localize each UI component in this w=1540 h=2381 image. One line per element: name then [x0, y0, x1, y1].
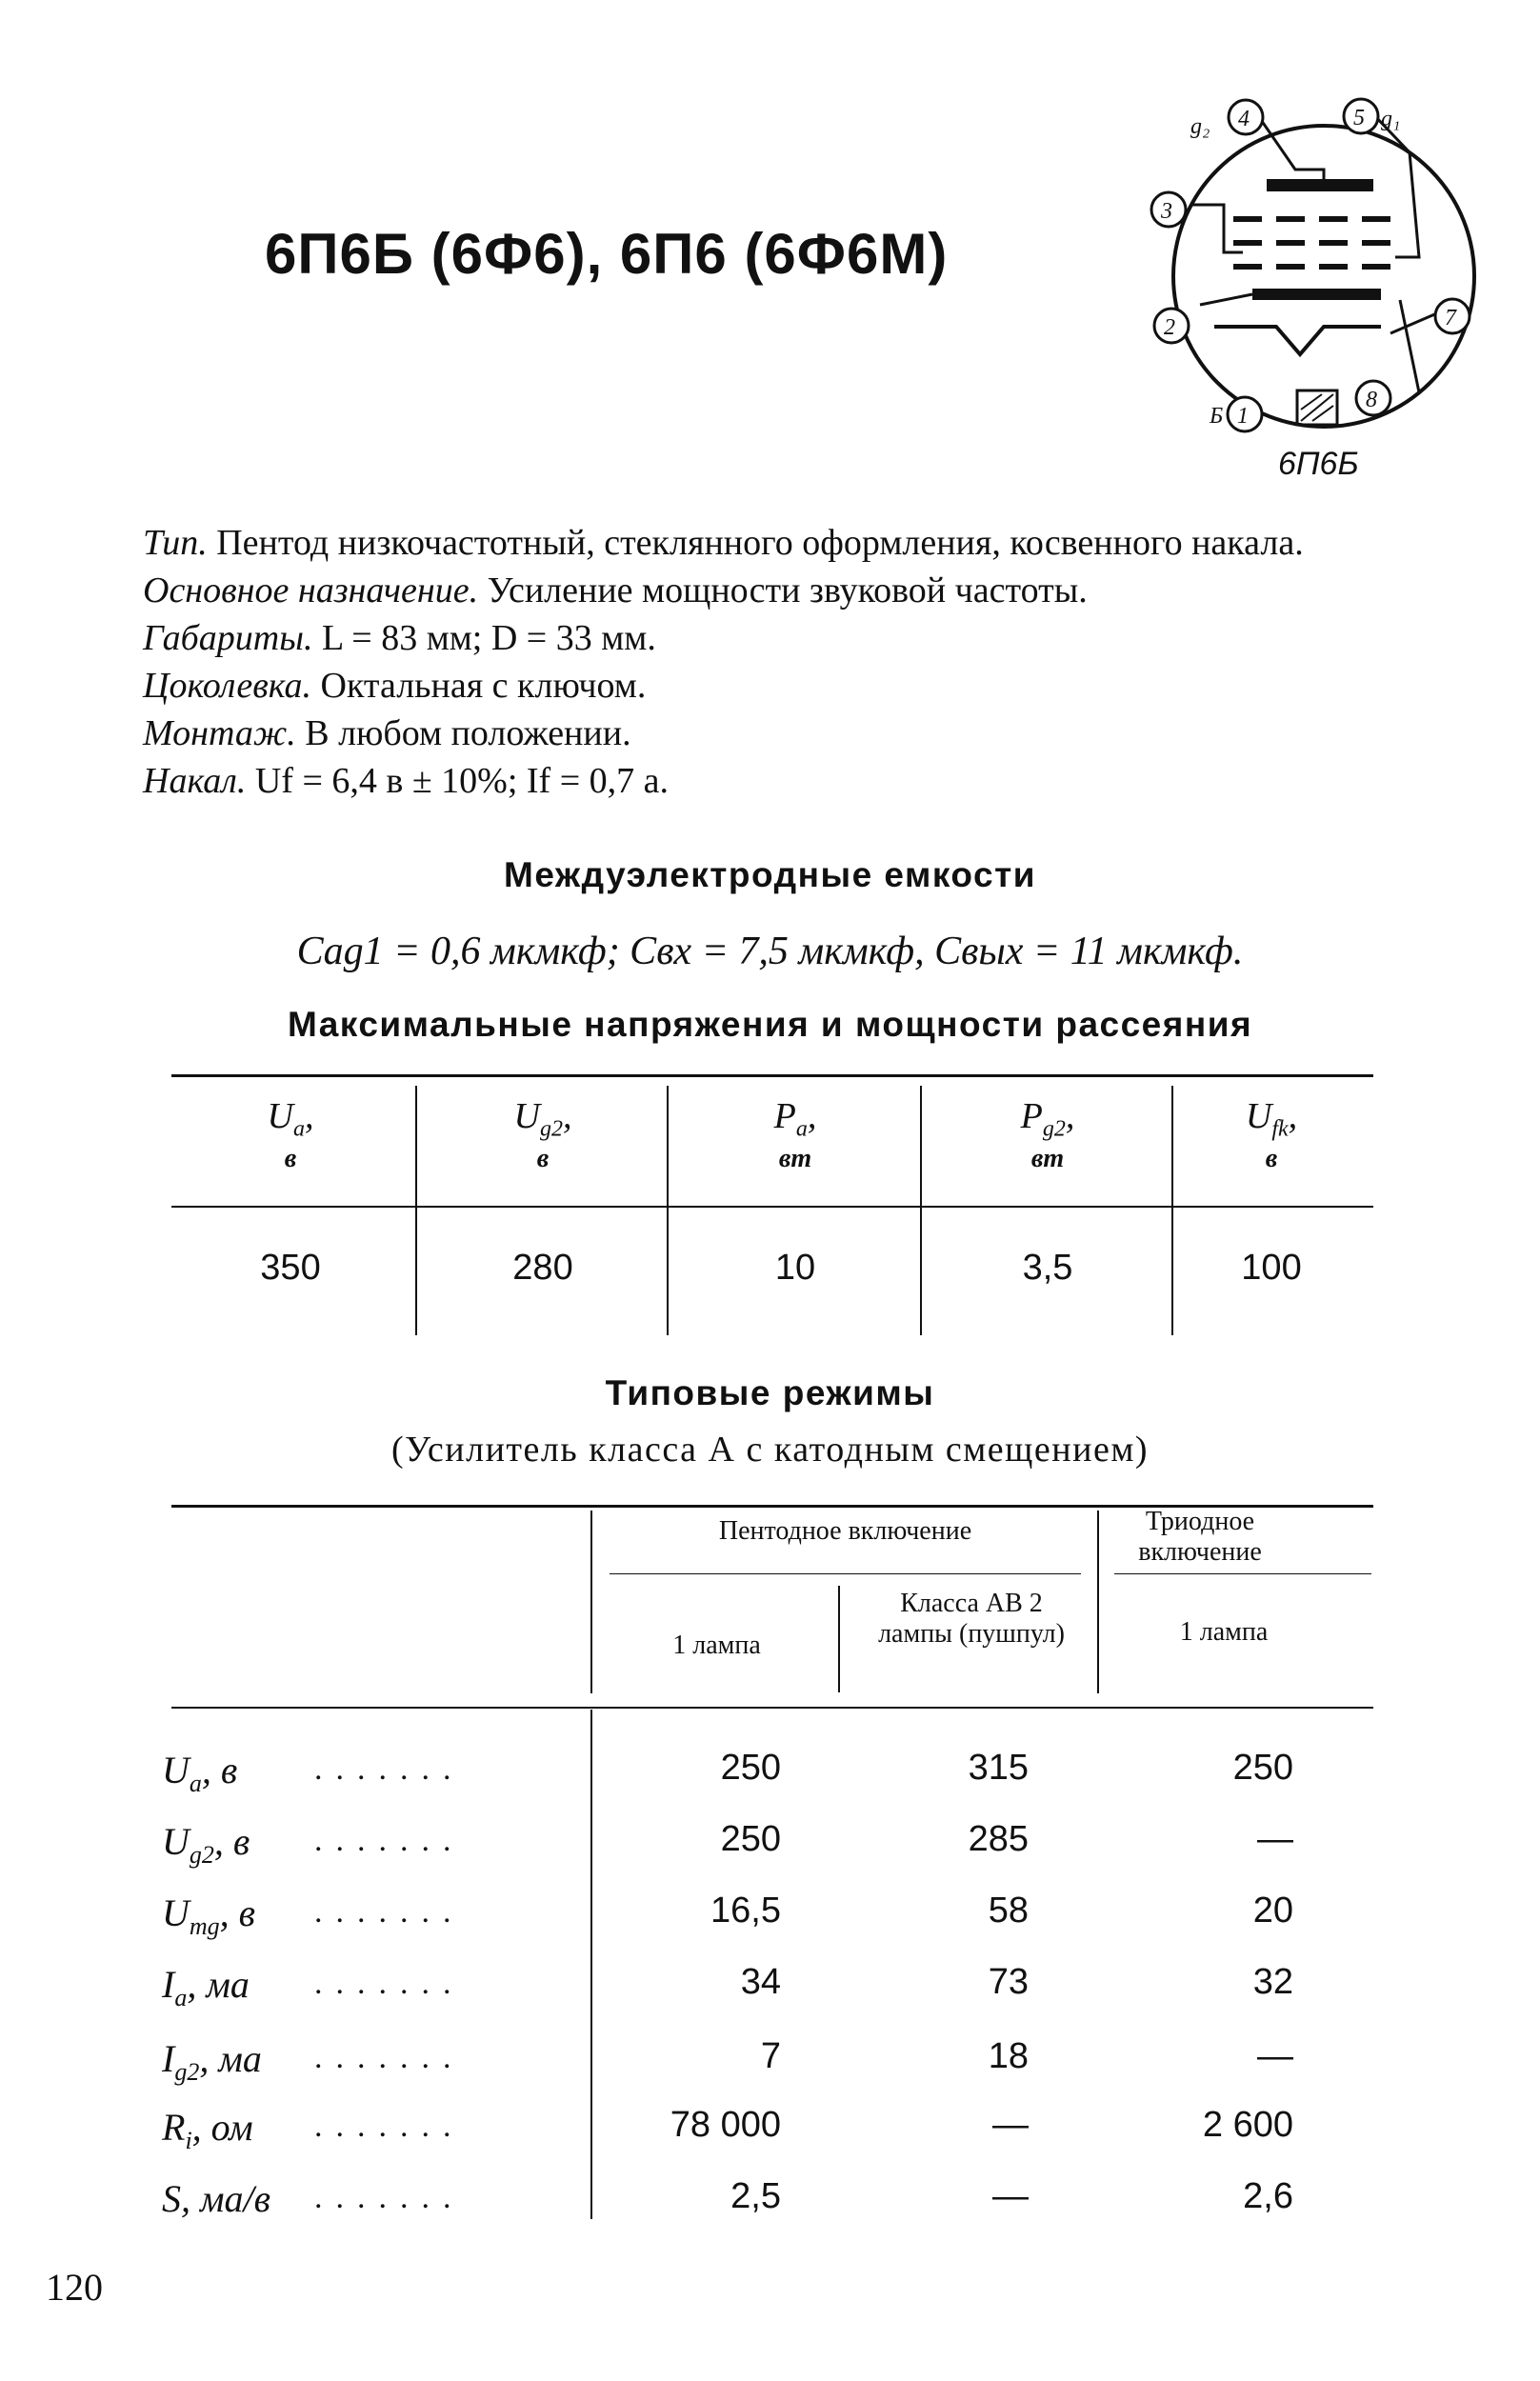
mode-value: 285: [968, 1819, 1029, 1859]
mode-value: 18: [988, 2036, 1029, 2076]
max-value-ufk: 100: [1241, 1248, 1302, 1288]
info-block: [61, 519, 1509, 805]
pin-g2-label: g₂: [1190, 114, 1210, 139]
mode-value: 7: [760, 2036, 781, 2076]
mode-value: —: [992, 2176, 1029, 2216]
leader-dots: .......: [314, 2109, 465, 2144]
capacitances-heading: Междуэлектродные емкости: [504, 855, 1036, 894]
info-heater: Накал. Uf = 6,4 в ± 10%; If = 0,7 а.: [143, 761, 669, 801]
max-table-mid-rule: [171, 1206, 1373, 1208]
mode-value: 73: [988, 1962, 1029, 2002]
max-header-pa: $P_a$, вт: [773, 1096, 817, 1173]
mode-value: 250: [1232, 1748, 1293, 1788]
mode-value: 2,5: [730, 2176, 781, 2216]
max-value-ug2: 280: [512, 1248, 573, 1288]
col-divider: [590, 1710, 592, 2219]
pentode-group-head: Пентодное включение: [718, 1516, 972, 1546]
leader-dots: .......: [314, 2040, 465, 2075]
mode-value: 20: [1252, 1891, 1293, 1931]
pin-4-label: 4: [1238, 107, 1250, 131]
col-divider: [415, 1086, 417, 1335]
leader-dots: .......: [314, 2180, 465, 2215]
mode-value: —: [1257, 2036, 1293, 2076]
col-head-pentode-1: 1 лампа: [672, 1631, 761, 1660]
leader-dots: .......: [314, 1894, 465, 1930]
info-mounting: Монтаж. В любом положении.: [143, 713, 631, 753]
pin-3-label: 3: [1161, 199, 1172, 224]
col-divider: [590, 1511, 592, 1693]
mode-value: 2,6: [1243, 2176, 1293, 2216]
info-type: Тип. Пентод низкочастотный, стеклянного оформления, косвенного накала.: [143, 523, 1304, 563]
info-dimensions: Габариты. L = 83 мм; D = 33 мм.: [143, 618, 656, 658]
mode-row-label: $U_{g2}$, в: [162, 1820, 250, 1869]
pin-1-label: 1: [1237, 404, 1249, 429]
pin-8-label: 8: [1366, 388, 1377, 412]
max-value-pa: 10: [774, 1248, 816, 1288]
mode-value: 78 000: [670, 2105, 781, 2145]
leader-dots: .......: [314, 1751, 465, 1787]
leader-dots: .......: [314, 1823, 465, 1858]
mode-row-label: $U_a$, в: [162, 1749, 238, 1797]
mode-value: —: [1257, 1819, 1293, 1859]
group-rule: [610, 1573, 1081, 1574]
pin-5-label: 5: [1353, 106, 1365, 130]
modes-heading: Типовые режимы: [605, 1373, 935, 1412]
mode-row-label: $R_i$, ом: [162, 2106, 253, 2154]
modes-subheading: (Усилитель класса А с катодным смещением): [390, 1430, 1150, 1470]
mode-value: 58: [988, 1891, 1029, 1931]
col-head-pentode-ab: Класса АВ 2 лампы (пушпул): [878, 1589, 1065, 1649]
mode-row-label: $U_{mg}$, в: [162, 1891, 256, 1940]
diagram-caption: 6П6Б: [1278, 446, 1359, 482]
mode-row-label: $I_{g2}$, ма: [162, 2037, 262, 2086]
capacitances-line: Cag1 = 0,6 мкмкф; Cвх = 7,5 мкмкф, Cвых = 11 мкмкф.: [296, 930, 1244, 973]
mode-row-label: S, ма/в: [162, 2177, 271, 2220]
pin-2-label: 2: [1164, 315, 1175, 340]
mode-value: 32: [1252, 1962, 1293, 2002]
mode-value: 250: [720, 1819, 781, 1859]
info-base: Цоколевка. Октальная с ключом.: [143, 666, 647, 706]
group-rule: [1114, 1573, 1371, 1574]
mode-row-label: $I_a$, ма: [162, 1963, 250, 2011]
mode-value: 315: [968, 1748, 1029, 1788]
max-value-ua: 350: [260, 1248, 321, 1288]
triode-group-head: Триодное включение: [1138, 1507, 1262, 1567]
mode-value: 16,5: [710, 1891, 781, 1931]
mode-value: 34: [740, 1962, 781, 2002]
mode-value: 2 600: [1202, 2105, 1293, 2145]
col-divider: [667, 1086, 669, 1335]
leader-dots: .......: [314, 1966, 465, 2001]
pin-g1-label: g₁: [1381, 107, 1401, 131]
col-divider: [838, 1586, 840, 1692]
col-head-triode-1: 1 лампа: [1179, 1617, 1269, 1647]
tube-base-diagram: [1124, 86, 1495, 438]
pin-7-label: 7: [1445, 306, 1456, 330]
mode-value: —: [992, 2105, 1029, 2145]
info-purpose: Основное назначение. Усиление мощности звуковой частоты.: [143, 570, 1088, 610]
max-header-ug2: $U_{g2}$, в: [513, 1096, 572, 1173]
max-value-pg2: 3,5: [1022, 1248, 1073, 1288]
max-table-heading: Максимальные напряжения и мощности рассеяния: [287, 1005, 1253, 1044]
col-divider: [1097, 1511, 1099, 1693]
max-header-ufk: $U_{fk}$, в: [1245, 1096, 1298, 1173]
max-table-top-rule: [171, 1074, 1373, 1077]
pin-b-label: Б: [1210, 404, 1224, 429]
max-header-pg2: $P_{g2}$, вт: [1020, 1096, 1075, 1173]
mode-value: 250: [720, 1748, 781, 1788]
max-header-ua: $U_a$, в: [267, 1096, 314, 1173]
page-number: 120: [46, 2266, 103, 2309]
col-divider: [920, 1086, 922, 1335]
modes-header-rule: [171, 1707, 1373, 1709]
page-title: 6П6Б (6Ф6), 6П6 (6Ф6М): [265, 222, 949, 286]
